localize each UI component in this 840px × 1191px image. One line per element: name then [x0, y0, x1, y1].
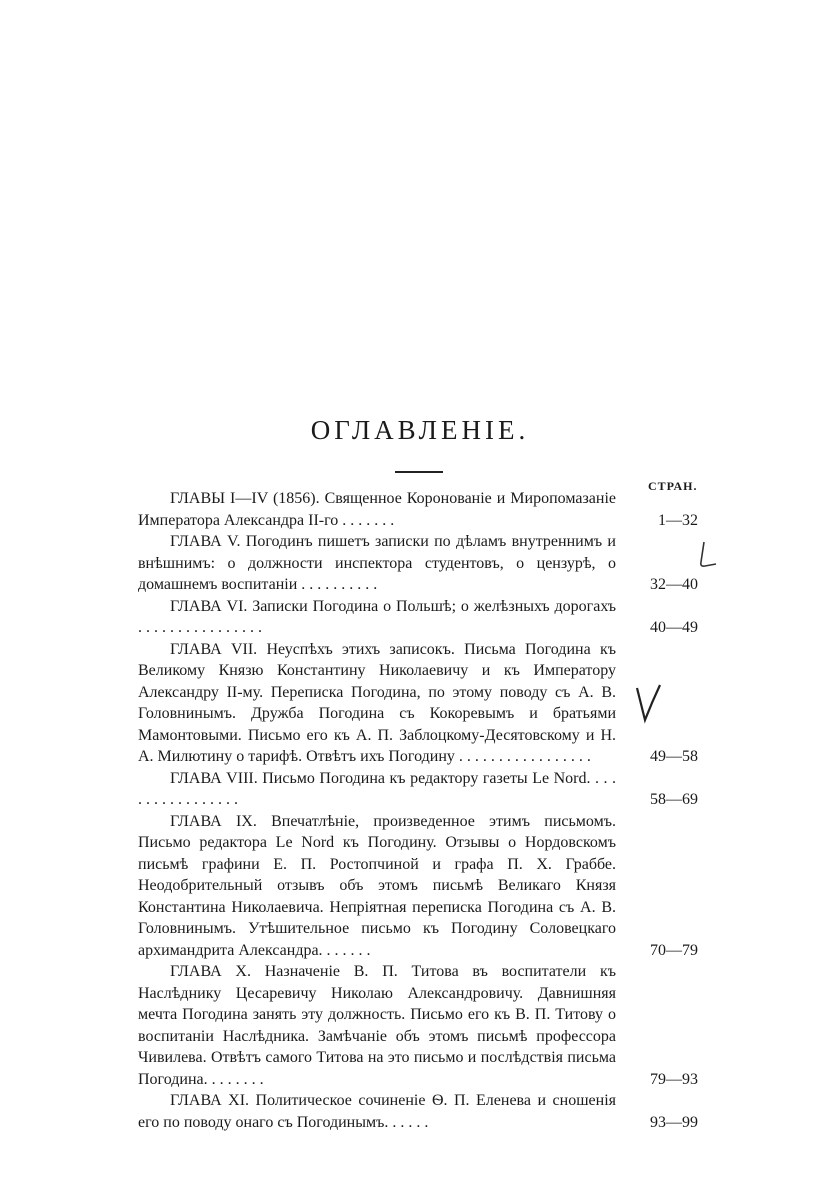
toc-entry: [138, 961, 706, 1090]
toc-entry-pages: 70—79: [650, 941, 698, 959]
toc-entry: [138, 596, 706, 639]
toc-entry: [138, 768, 706, 811]
toc-entry: [138, 488, 706, 531]
page-column-label: СТРАН.: [648, 479, 698, 493]
pencil-mark-l: [696, 540, 722, 572]
toc-entry-pages: 49—58: [650, 748, 698, 765]
pencil-checkmark: [634, 682, 664, 724]
toc-entry: [138, 811, 706, 962]
toc-entry: [138, 531, 706, 596]
table-of-contents: [138, 488, 706, 1133]
toc-entry-pages: 93—99: [650, 1113, 698, 1131]
toc-entry-pages: 58—69: [650, 791, 698, 808]
toc-entry-pages: 40—49: [650, 619, 698, 636]
toc-entry-text: ГЛАВА VI. Записки Погодина о Польшѣ; о желѣзныхъ дорогахъ . . . . . . . . . . . . . . . .: [138, 597, 616, 636]
toc-entry-text: ГЛАВА VII. Неуспѣхъ этихъ записокъ. Письма Погодина къ Великому Князю Константину Николаевичу и къ Императору Александру II-му. Переписка Погодина, по этому поводу съ А. В. Головнинымъ. Дружба Погодина съ Кокоревымъ и братьями Мамонтовыми. Письмо его къ А. П. Заблоцкому-Десятовскому и Н. А. Милютину о тарифѣ. Отвѣтъ ихъ Погодину . . . . . . . . . . . . . . . . .: [138, 640, 616, 765]
toc-entry: [138, 1090, 706, 1133]
toc-entry-pages: 1—32: [658, 511, 698, 529]
toc-entry: [138, 639, 706, 768]
toc-entry-text: ГЛАВА XI. Политическое сочиненіе Ѳ. П. Еленева и сношенія его по поводу онаго съ Погодинымъ. . . . . .: [138, 1092, 616, 1131]
toc-entry-text: ГЛАВЫ I—IV (1856). Священное Коронованіе и Миропомазаніе Императора Александра II-го . . . . . . .: [138, 490, 616, 529]
toc-entry-text: ГЛАВА X. Назначеніе В. П. Титова въ воспитатели къ Наслѣднику Цесаревичу Николаю Александровичу. Давнишняя мечта Погодина занять эту должность. Письмо его къ В. П. Титову о воспитаніи Наслѣдника. Замѣчаніе объ этомъ письмѣ профессора Чивилева. Отвѣтъ самого Титова на это письмо и послѣдствія письма Погодина. . . . . . . .: [138, 963, 616, 1088]
toc-entry-pages: 79—93: [650, 1070, 698, 1088]
page-title: ОГЛАВЛЕНІЕ.: [310, 415, 530, 445]
toc-entry-text: ГЛАВА V. Погодинъ пишетъ записки по дѣламъ внутреннимъ и внѣшнимъ: о должности инспектора студентовъ, о цензурѣ, о домашнемъ воспитаніи . . . . . . . . . .: [138, 533, 616, 593]
toc-entry-text: ГЛАВА VIII. Письмо Погодина къ редактору газеты Le Nord. . . . . . . . . . . . . . . . .: [138, 769, 616, 808]
title-rule: [395, 471, 443, 473]
toc-entry-pages: 32—40: [650, 576, 698, 593]
toc-entry-text: ГЛАВА IX. Впечатлѣніе, произведенное этимъ письмомъ. Письмо редактора Le Nord къ Погодину. Отзывы о Нордовскомъ письмѣ графини Е. П. Ростопчиной и графа П. Х. Граббе. Неодобрительный отзывъ объ этомъ письмѣ Великаго Князя Константина Николаевича. Непріятная переписка Погодина съ А. В. Головнинымъ. Утѣшительное письмо къ Погодину Соловецкаго архимандрита Александра. . . . . . .: [138, 812, 616, 959]
